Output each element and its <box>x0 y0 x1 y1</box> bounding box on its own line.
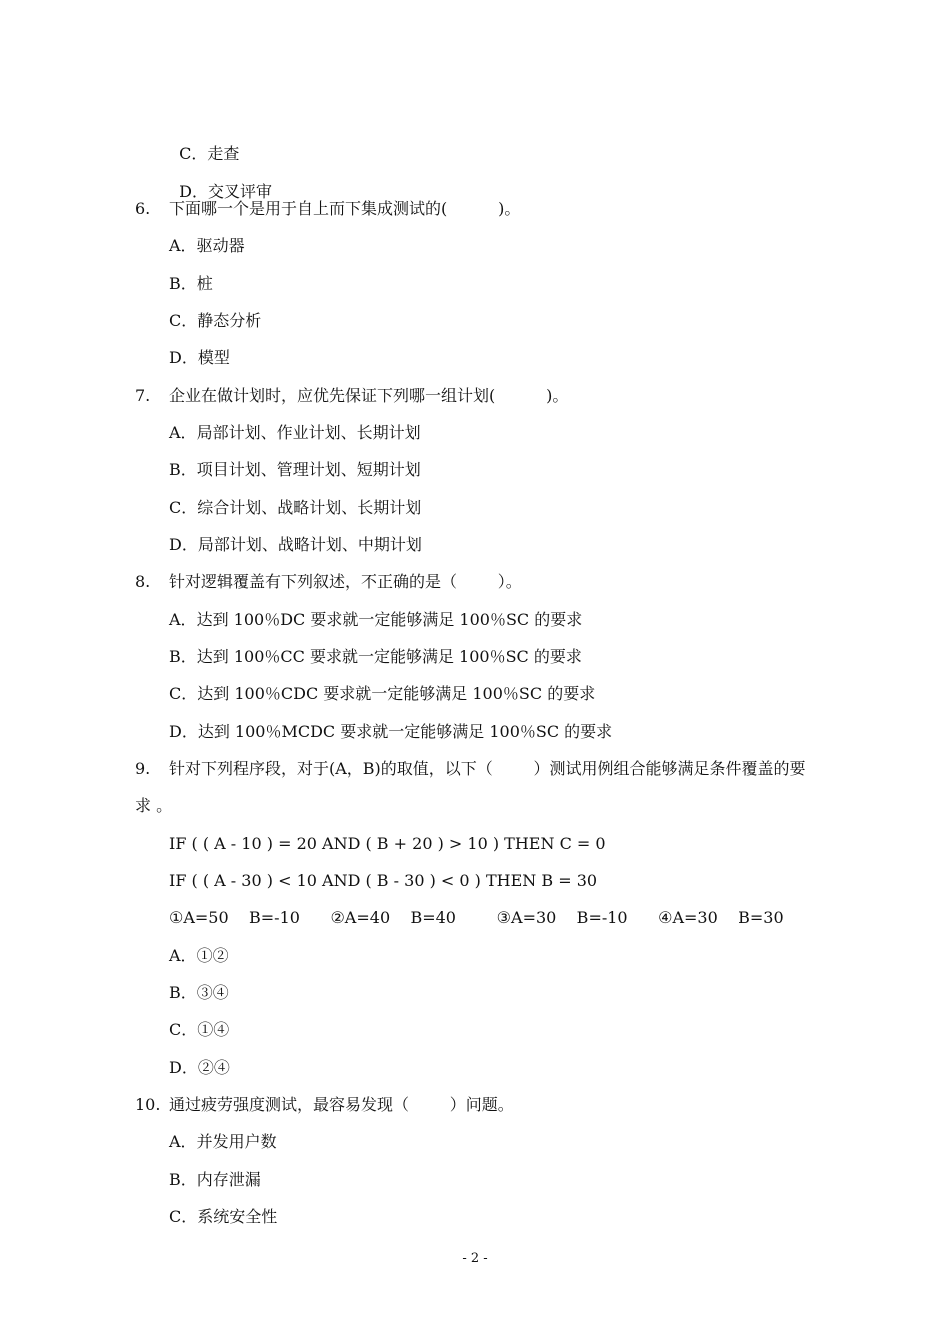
option-letter: D． <box>169 348 198 367</box>
option-text: 局部计划、作业计划、长期计划 <box>196 423 421 442</box>
option-letter: B． <box>169 647 197 666</box>
question-number: 8. <box>135 572 151 591</box>
test-cases: ①A=50 B=-10 ②A=40 B=40 ③A=30 B=-10 ④A=30 B=30 <box>169 908 784 927</box>
code-line: IF ( ( A - 10 ) = 20 AND ( B + 20 ) > 10 ) THEN C = 0 <box>169 834 606 853</box>
question-number: 7. <box>135 386 151 405</box>
option-line <box>169 498 421 518</box>
option-text: 系统安全性 <box>197 1207 278 1226</box>
option-text: 综合计划、战略计划、长期计划 <box>197 498 422 517</box>
option-text: 达到 100％MCDC 要求就一定能够满足 100％SC 的要求 <box>197 722 613 741</box>
option-line <box>169 423 421 443</box>
option-line <box>169 274 213 294</box>
option-line <box>169 460 421 480</box>
option-text: 桩 <box>196 274 213 293</box>
option-line <box>169 1207 277 1227</box>
option-text: 驱动器 <box>196 236 245 255</box>
option-line <box>169 535 422 555</box>
option-letter: D． <box>169 1058 198 1077</box>
option-text: 内存泄漏 <box>196 1170 261 1189</box>
option-text: ①② <box>196 946 229 965</box>
option-line <box>169 162 272 202</box>
option-line <box>169 610 582 630</box>
option-letter: A． <box>169 423 197 442</box>
option-letter: A． <box>169 610 197 629</box>
page-number: - 2 - <box>462 1251 488 1266</box>
option-line <box>169 348 230 368</box>
question-stem: 针对逻辑覆盖有下列叙述，不正确的是（ ）。 <box>169 572 522 591</box>
option-letter: B． <box>169 460 197 479</box>
option-line <box>169 983 229 1003</box>
option-text: 静态分析 <box>197 311 262 330</box>
option-letter: D． <box>169 535 198 554</box>
option-letter: A． <box>169 236 197 255</box>
question-stem: 通过疲劳强度测试，最容易发现（ ）问题。 <box>169 1095 514 1114</box>
option-line <box>169 311 261 331</box>
option-text: 交叉评审 <box>208 182 273 201</box>
option-text: 达到 100％CDC 要求就一定能够满足 100％SC 的要求 <box>197 684 596 703</box>
question-stem: 针对下列程序段，对于(A，B)的取值，以下（ ）测试用例组合能够满足条件覆盖的要 <box>169 759 806 778</box>
option-text: 走查 <box>207 144 240 163</box>
question-number: 10. <box>135 1095 161 1114</box>
option-letter: C． <box>179 144 208 163</box>
option-line <box>169 1132 277 1152</box>
option-letter: A． <box>169 946 197 965</box>
option-letter: C． <box>169 311 198 330</box>
option-letter: B． <box>169 983 197 1002</box>
question-number: 6. <box>135 199 151 218</box>
option-line <box>169 1170 261 1190</box>
option-letter: B． <box>169 274 197 293</box>
option-text: ③④ <box>196 983 229 1002</box>
option-line <box>169 1058 230 1078</box>
question-stem-continuation: 求 。 <box>135 796 173 815</box>
option-letter: D． <box>169 722 198 741</box>
option-letter: C． <box>169 1207 198 1226</box>
option-line <box>169 946 229 966</box>
question-stem: 企业在做计划时，应优先保证下列哪一组计划( )。 <box>169 386 569 405</box>
option-text: ①④ <box>197 1020 230 1039</box>
option-line <box>169 722 612 742</box>
option-letter: C． <box>169 1020 198 1039</box>
option-line <box>169 124 239 164</box>
option-text: 并发用户数 <box>196 1132 277 1151</box>
option-text: 项目计划、管理计划、短期计划 <box>196 460 421 479</box>
option-line <box>169 236 245 256</box>
option-line <box>169 684 595 704</box>
question-number: 9. <box>135 759 151 778</box>
option-letter: C． <box>169 684 198 703</box>
option-text: ②④ <box>197 1058 230 1077</box>
option-line <box>169 647 582 667</box>
option-line <box>169 1020 229 1040</box>
option-letter: B． <box>169 1170 197 1189</box>
option-letter: D． <box>179 182 209 201</box>
option-text: 局部计划、战略计划、中期计划 <box>197 535 422 554</box>
option-text: 达到 100％CC 要求就一定能够满足 100％SC 的要求 <box>196 647 582 666</box>
option-letter: C． <box>169 498 198 517</box>
question-stem: 下面哪一个是用于自上而下集成测试的( )。 <box>169 199 521 218</box>
option-text: 达到 100％DC 要求就一定能够满足 100％SC 的要求 <box>196 610 583 629</box>
code-line: IF ( ( A - 30 ) < 10 AND ( B - 30 ) < 0 ) THEN B = 30 <box>169 871 598 890</box>
option-letter: A． <box>169 1132 197 1151</box>
option-text: 模型 <box>197 348 230 367</box>
